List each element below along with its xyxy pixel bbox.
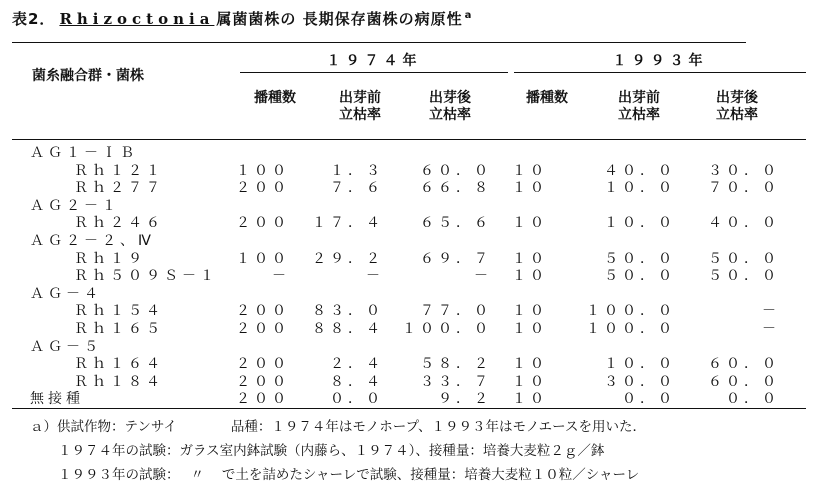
- group-label: 無接種: [30, 391, 84, 408]
- table-cell: １０: [512, 356, 548, 373]
- table-cell: ７０．０: [708, 180, 780, 197]
- table-cell: １．３: [330, 162, 384, 179]
- header-rule: [12, 139, 806, 140]
- table-cell: ２００: [236, 391, 290, 408]
- table-cell: １０: [512, 250, 548, 267]
- table-cell: ０．０: [622, 391, 676, 408]
- table-cell: ５０．０: [708, 268, 780, 285]
- table-cell: １００．０: [586, 303, 676, 320]
- table-cell: １０: [512, 215, 548, 232]
- table-cell: ７．６: [330, 180, 384, 197]
- strain-label: Ｒｈ１６４: [74, 356, 164, 373]
- table-cell: ２００: [236, 215, 290, 232]
- table-cell: １００．０: [586, 321, 676, 337]
- table-cell: ２．４: [330, 356, 384, 373]
- strain-label: Ｒｈ５０９Ｓ－１: [74, 268, 218, 285]
- group-label: ＡＧ－５: [30, 338, 102, 355]
- strain-label: Ｒｈ１８４: [74, 373, 164, 390]
- table-cell: ５８．２: [420, 356, 492, 373]
- table-cell: １０: [512, 303, 548, 320]
- year-1974-header: １９７４年: [326, 53, 422, 69]
- group-rule-1993: [514, 72, 806, 73]
- table-cell: ０．０: [330, 391, 384, 408]
- footnote-3: １９９３年の試験： 〃 で土を詰めたシャーレで試験、接種量：培養大麦粒１０粒／シャーレ: [58, 467, 640, 483]
- table-cell: ０．０: [726, 391, 780, 408]
- table-cell: １０: [512, 373, 548, 390]
- table-cell: ４０．０: [604, 162, 676, 179]
- table-cell: ７７．０: [420, 303, 492, 320]
- footnote-1: ａ）供試作物：テンサイ 品種：１９７４年はモノホープ、１９９３年はモノエースを用いた．: [30, 419, 647, 435]
- post-emergence-header-1974: 出芽後 立枯率: [429, 90, 471, 123]
- table-cell: １００．０: [402, 321, 492, 337]
- table-cell: －: [366, 268, 384, 285]
- table-cell: １０．０: [604, 180, 676, 197]
- group-label: ＡＧ２－１: [30, 197, 120, 214]
- table-cell: ５０．０: [604, 268, 676, 285]
- strain-label: Ｒｈ１２１: [74, 162, 164, 179]
- table-cell: －: [762, 303, 780, 320]
- table-cell: ２９．２: [312, 250, 384, 267]
- table-cell: ６６．８: [420, 180, 492, 197]
- genus-name: Rhizoctonia: [59, 10, 215, 28]
- table-cell: ８３．０: [312, 303, 384, 320]
- table-cell: １０: [512, 180, 548, 197]
- table-cell: １０: [512, 321, 548, 337]
- group-rule-1974: [240, 72, 508, 73]
- table-cell: １０: [512, 162, 548, 179]
- table-cell: ２００: [236, 303, 290, 320]
- group-label: ＡＧ１－ＩＢ: [30, 145, 138, 161]
- table-cell: ２００: [236, 321, 290, 337]
- pre-emergence-header-1974: 出芽前 立枯率: [339, 90, 381, 123]
- table-cell: ３０．０: [708, 162, 780, 179]
- strain-label: Ｒｈ１９: [74, 250, 146, 267]
- strain-column-header: 菌糸融合群・菌株: [32, 68, 144, 84]
- post-emergence-header-1993: 出芽後 立枯率: [716, 90, 758, 123]
- table-cell: ６０．０: [420, 162, 492, 179]
- table-cell: ６５．６: [420, 215, 492, 232]
- table-cell: １００: [236, 162, 290, 179]
- table-cell: ５０．０: [708, 250, 780, 267]
- table-title: [12, 8, 472, 29]
- table-number: 表2．: [12, 10, 56, 28]
- table-cell: ４０．０: [708, 215, 780, 232]
- table-cell: ６０．０: [708, 373, 780, 390]
- strain-label: Ｒｈ２４６: [74, 215, 164, 232]
- table-cell: ６０．０: [708, 356, 780, 373]
- table-cell: ２００: [236, 356, 290, 373]
- table-cell: －: [474, 268, 492, 285]
- group-label: ＡＧ２－２、Ⅳ: [30, 233, 155, 249]
- title-text: 属菌菌株の 長期保存菌株の病原性: [216, 10, 463, 28]
- table-cell: １０．０: [604, 215, 676, 232]
- table-cell: ３３．７: [420, 373, 492, 390]
- table-cell: ２００: [236, 373, 290, 390]
- table-cell: －: [762, 321, 780, 337]
- sown-header-1974: 播種数: [254, 90, 296, 106]
- top-rule: [12, 42, 746, 43]
- table-cell: ９．２: [438, 391, 492, 408]
- table-cell: ６９．７: [420, 250, 492, 267]
- table-cell: ２００: [236, 180, 290, 197]
- table-cell: １０．０: [604, 356, 676, 373]
- table-cell: １００: [236, 250, 290, 267]
- table-cell: １７．４: [312, 215, 384, 232]
- strain-label: Ｒｈ１６５: [74, 321, 164, 337]
- year-1993-header: １９９３年: [612, 53, 708, 69]
- sown-header-1993: 播種数: [526, 90, 568, 106]
- group-label: ＡＧ－４: [30, 285, 102, 302]
- table-cell: １０: [512, 268, 548, 285]
- title-superscript: a: [464, 10, 473, 21]
- table-cell: １０: [512, 391, 548, 408]
- footnote-2: １９７４年の試験：ガラス室内鉢試験（内藤ら、１９７４）、接種量：培養大麦粒２ｇ／鉢: [58, 443, 605, 459]
- pre-emergence-header-1993: 出芽前 立枯率: [618, 90, 660, 123]
- table-cell: ８８．４: [312, 321, 384, 337]
- table-cell: ３０．０: [604, 373, 676, 390]
- strain-label: Ｒｈ２７７: [74, 180, 164, 197]
- table-cell: ５０．０: [604, 250, 676, 267]
- strain-label: Ｒｈ１５４: [74, 303, 164, 320]
- table-cell: －: [272, 268, 290, 285]
- table-cell: ８．４: [330, 373, 384, 390]
- bottom-rule: [12, 408, 806, 409]
